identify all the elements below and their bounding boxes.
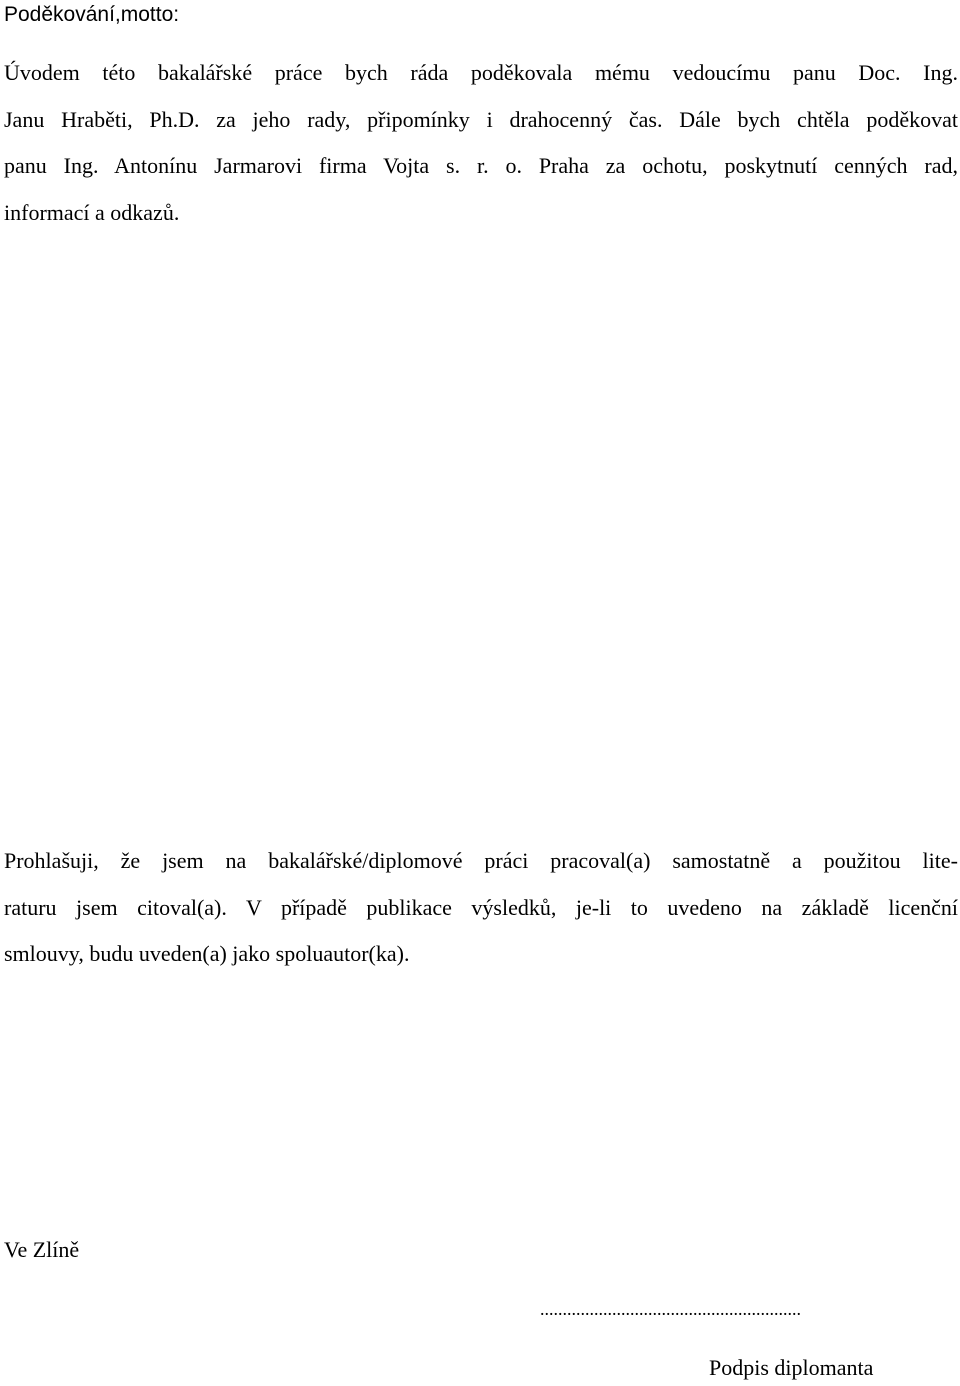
acknowledgement-line: Janu Hraběti, Ph.D. za jeho rady, připomínky i drahocenný čas. Dále bych chtěla poděkovat [4, 106, 958, 132]
acknowledgement-heading: Poděkování,motto: [4, 3, 180, 26]
declaration-line: smlouvy, budu uveden(a) jako spoluautor(ka). [4, 941, 410, 966]
acknowledgement-line: panu Ing. Antonínu Jarmarovi firma Vojta s. r. o. Praha za ochotu, poskytnutí cenných rad, [4, 153, 958, 178]
signature-dots: .......................................................... [540, 1299, 801, 1319]
acknowledgement-line: Úvodem této bakalářské práce bych ráda poděkovala mému vedoucímu panu Doc. Ing. [4, 60, 958, 85]
declaration-line: raturu jsem citoval(a). V případě publikace výsledků, je-li to uvedeno na základě licenční [4, 894, 958, 920]
place-label: Ve Zlíně [4, 1237, 80, 1262]
signature-label: Podpis diplomanta [709, 1355, 874, 1380]
acknowledgement-paragraph [4, 50, 958, 236]
declaration-line: Prohlašuji, že jsem na bakalářské/diplomové práci pracoval(a) samostatně a použitou lite- [4, 848, 958, 873]
acknowledgement-line: informací a odkazů. [4, 199, 180, 225]
declaration-paragraph [4, 838, 958, 978]
